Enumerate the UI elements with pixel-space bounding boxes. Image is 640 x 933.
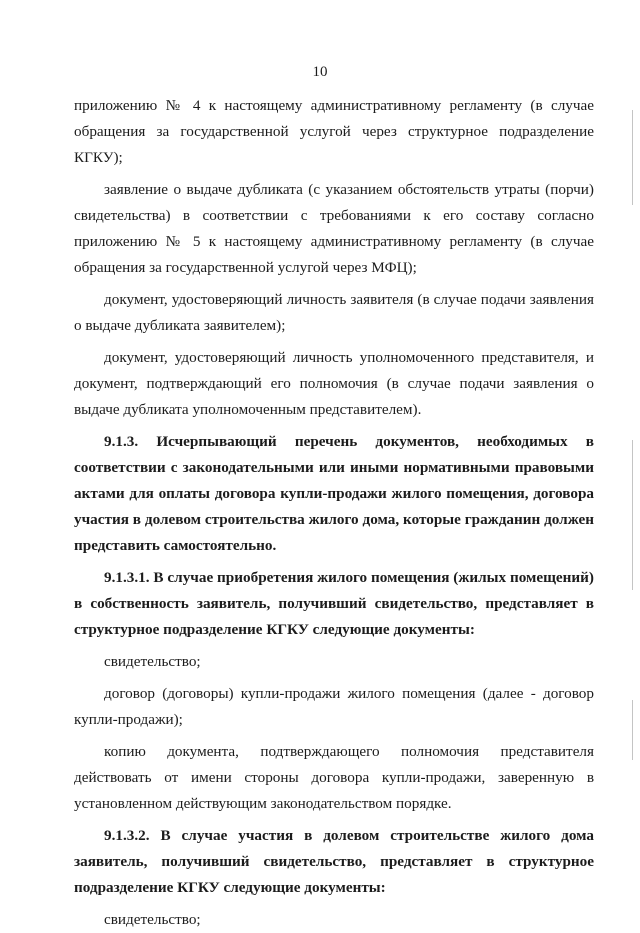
section-9-1-3-heading: 9.1.3. Исчерпывающий перечень документов, необходимых в соответствии с законодательными или иными нормативными правовыми актами для оплаты договора купли-продажи жилого помещения, договора участия в долевом строительства жилого дома, которые гражданин должен представить самостоятельно. [74,433,594,554]
section-9-1-3-1-heading: 9.1.3.1. В случае приобретения жилого помещения (жилых помещений) в собственность заявитель, получивший свидетельство, представляет в структурное подразделение КГКУ следующие документы: [74,569,594,638]
document-body [74,93,594,933]
page-number: 10 [312,64,328,80]
scan-edge-mark [632,110,633,205]
scan-edge-mark [632,700,633,760]
paragraph-applicant-id: документ, удостоверяющий личность заявителя (в случае подачи заявления о выдаче дубликата заявителем); [74,291,594,334]
list-item-certificate: свидетельство; [104,653,201,670]
paragraph-representative-id: документ, удостоверяющий личность уполномоченного представителя, и документ, подтверждающий его полномочия (в случае подачи заявления о выдаче дубликата уполномоченным представителем). [74,349,594,418]
section-9-1-3-2-heading: 9.1.3.2. В случае участия в долевом строительстве жилого дома заявитель, получивший свидетельство, представляет в структурное подразделение КГКУ следующие документы: [74,827,594,896]
list-item-certificate-2: свидетельство; [104,911,201,928]
scan-edge-mark [632,440,633,590]
list-item-sale-contract: договор (договоры) купли-продажи жилого помещения (далее - договор купли-продажи); [74,685,594,728]
list-item-authority-copy: копию документа, подтверждающего полномочия представителя действовать от имени стороны договора купли-продажи, заверенную в установленном действующим законодательством порядке. [74,743,594,812]
paragraph-duplicate-application: заявление о выдаче дубликата (с указанием обстоятельств утраты (порчи) свидетельства) в соответствии с требованиями к его составу согласно приложению № 5 к настоящему административному регламенту (в случае обращения за государственной услугой через МФЦ); [74,181,594,276]
paragraph-continuation: приложению № 4 к настоящему административному регламенту (в случае обращения за государственной услугой через структурное подразделение КГКУ); [74,97,594,166]
